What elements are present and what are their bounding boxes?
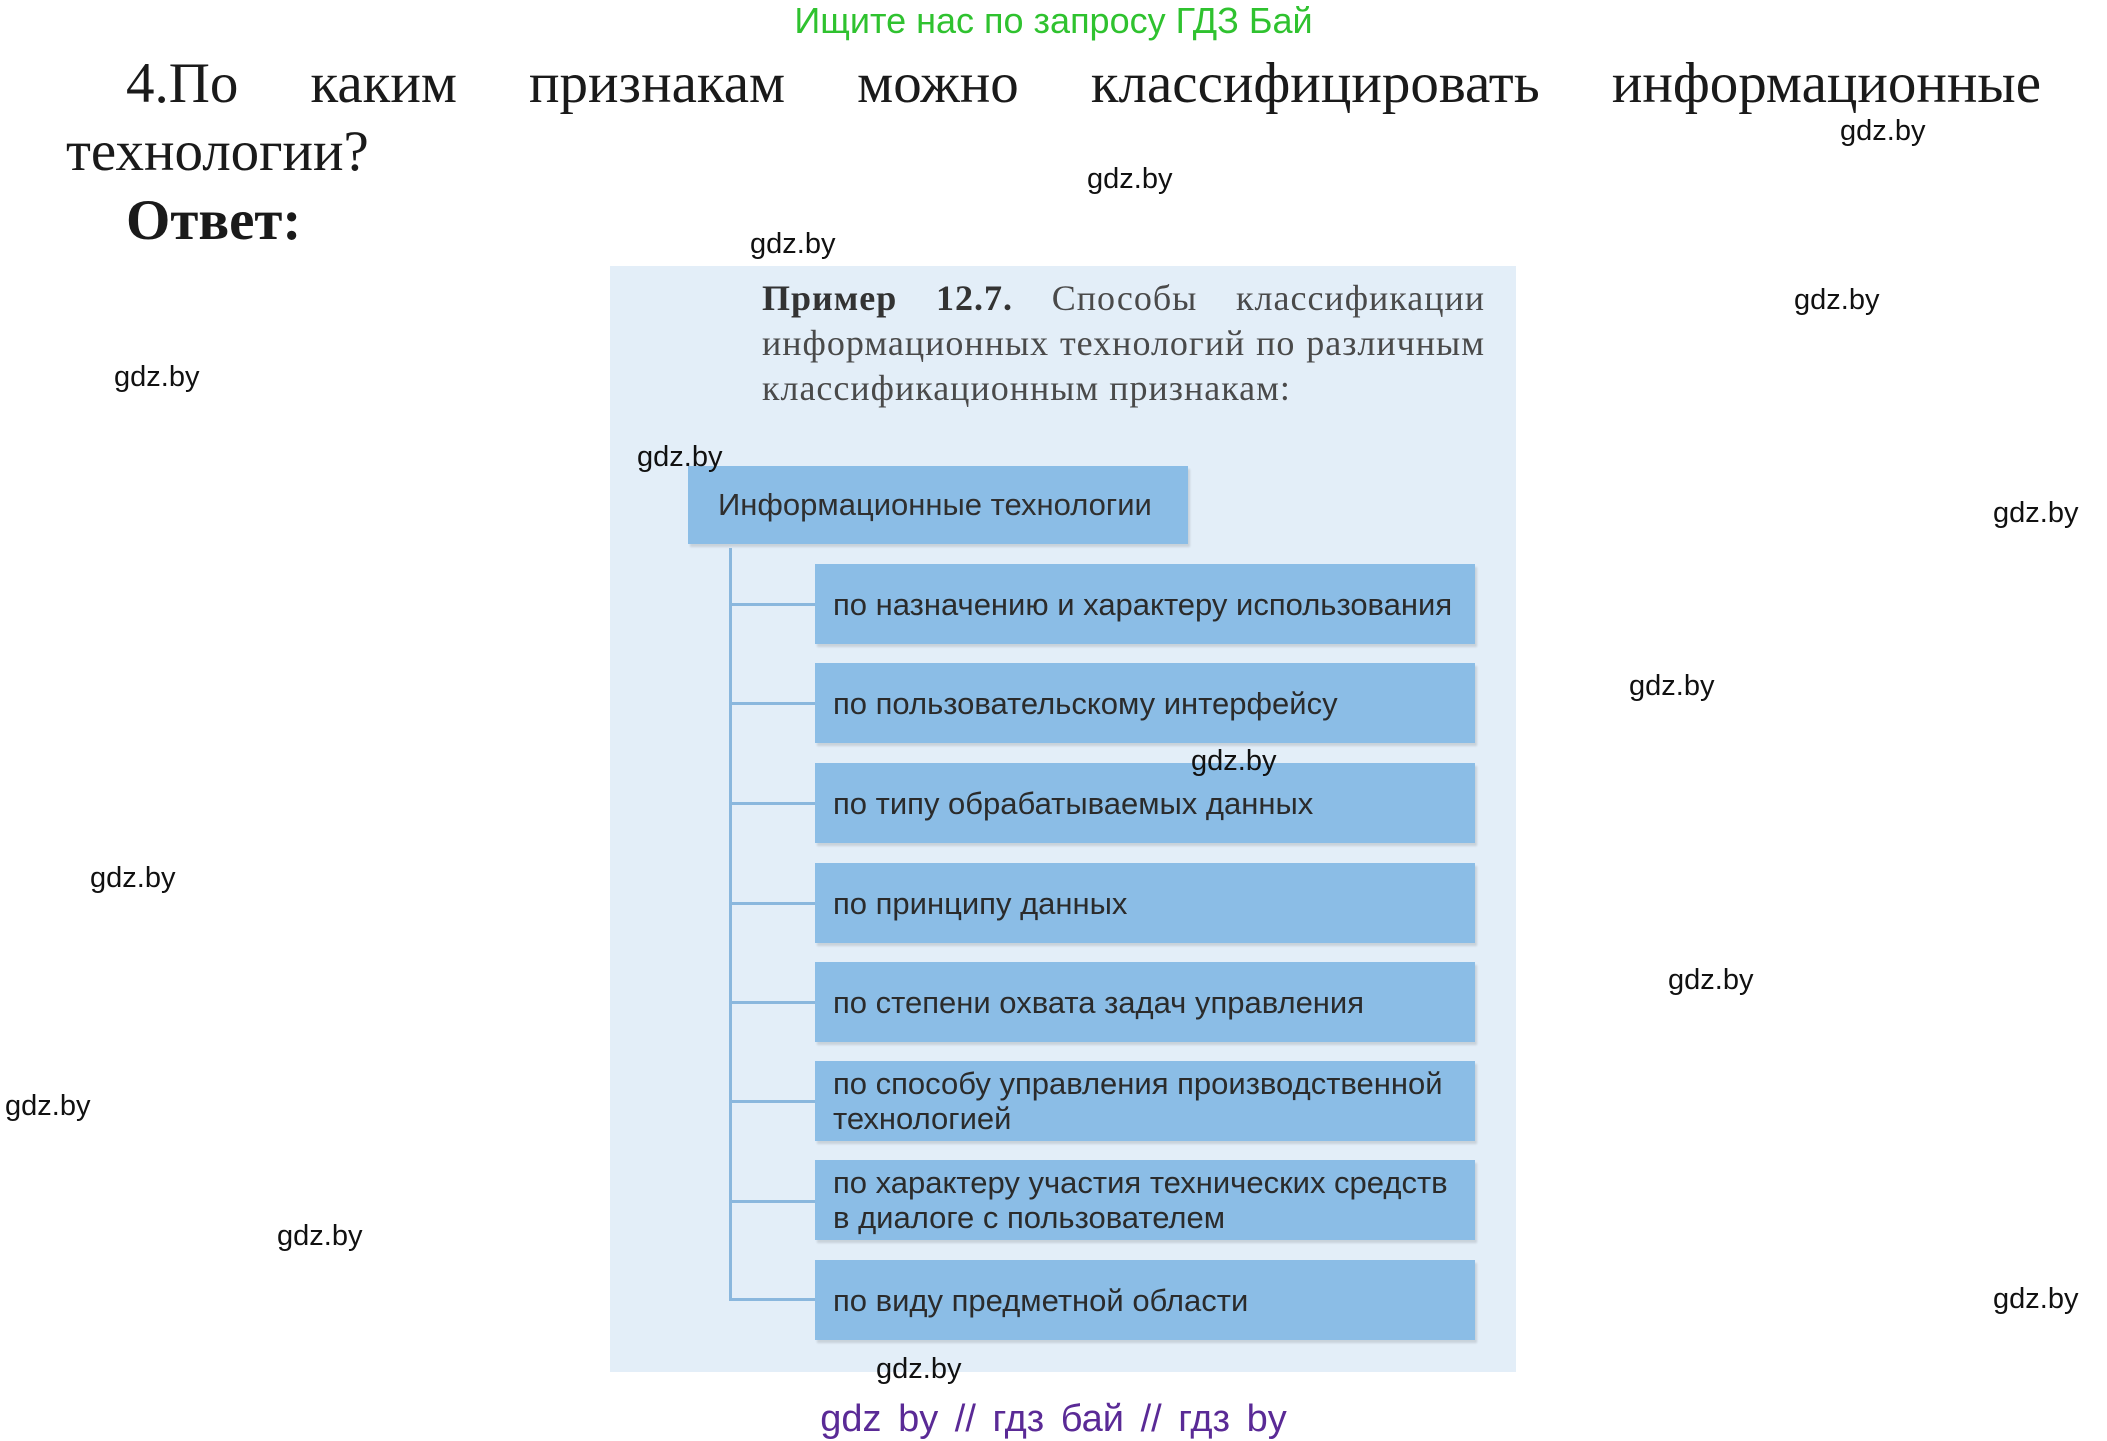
diagram-item-5: по степени охвата задач управления: [815, 962, 1475, 1042]
diagram-root-box: Информационные технологии: [688, 466, 1188, 544]
watermark: gdz.by: [1087, 163, 1173, 195]
watermark: gdz.by: [876, 1353, 962, 1385]
watermark: gdz.by: [114, 361, 200, 393]
watermark: gdz.by: [1668, 964, 1754, 996]
diagram-item-2: по пользовательскому интерфейсу: [815, 663, 1475, 743]
diagram-item-8: по виду предметной области: [815, 1260, 1475, 1340]
example-heading: Пример 12.7.: [762, 278, 1013, 318]
watermark: gdz.by: [1629, 670, 1715, 702]
footer-text: gdz by // гдз бай // гдз by: [820, 1398, 1287, 1440]
diagram-item-4: по принципу данных: [815, 863, 1475, 943]
example-caption: [762, 276, 1485, 411]
banner-text: Ищите нас по запросу ГДЗ Бай: [794, 0, 1313, 41]
diagram-item-7: по характеру участия технических средств в диалоге с пользователем: [815, 1160, 1475, 1240]
diagram-item-1: по назначению и характеру использования: [815, 564, 1475, 644]
watermark: gdz.by: [1191, 745, 1277, 777]
watermark: gdz.by: [750, 228, 836, 260]
watermark: gdz.by: [1993, 497, 2079, 529]
watermark: gdz.by: [637, 441, 723, 473]
watermark: gdz.by: [1794, 284, 1880, 316]
watermark: gdz.by: [5, 1090, 91, 1122]
watermark: gdz.by: [1840, 115, 1926, 147]
diagram-item-6: по способу управления производственной технологией: [815, 1061, 1475, 1141]
question-text: 4.По каким признакам можно классифицировать информационные технологии?: [66, 52, 2041, 183]
watermark: gdz.by: [90, 862, 176, 894]
diagram-item-3: по типу обрабатываемых данных: [815, 763, 1475, 843]
diagram-trunk-line: [729, 548, 732, 1300]
watermark: gdz.by: [1993, 1283, 2079, 1315]
answer-label: Ответ:: [126, 189, 302, 252]
example-figure: [610, 266, 1516, 1372]
example-description: Способы классификации информационных технологий по различным классификационным признакам:: [762, 278, 1486, 408]
watermark: gdz.by: [277, 1220, 363, 1252]
